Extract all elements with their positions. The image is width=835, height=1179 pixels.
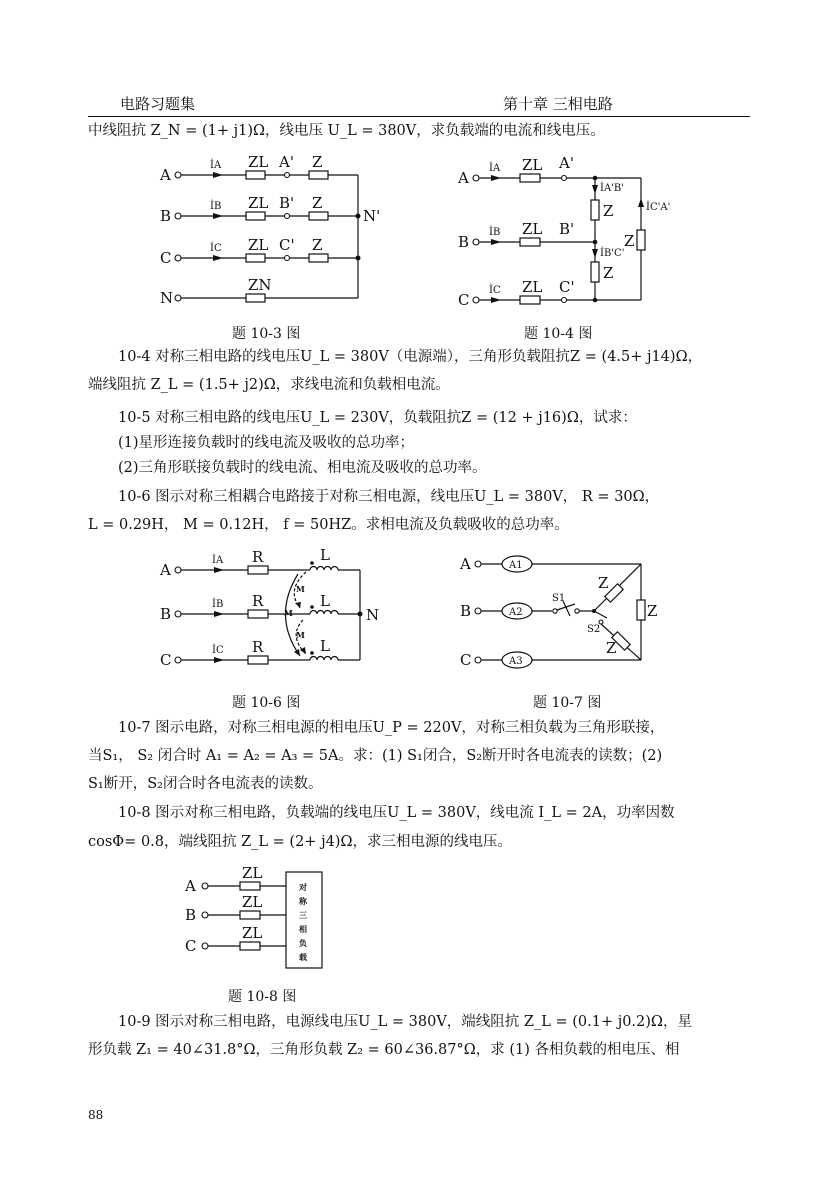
caption-10-3: 题 10-3 图 [232, 326, 301, 342]
fig3-label-n: N [160, 289, 174, 307]
header-right: 第十章 三相电路 [503, 95, 613, 113]
fig3-label-ia: İA [210, 160, 222, 171]
fig6-label-ib: İB [212, 599, 224, 610]
fig7-label-s2: S2 [587, 624, 601, 635]
fig7-z-right [637, 600, 645, 620]
fig3-z-b [309, 212, 328, 220]
figure-10-6 [160, 546, 390, 676]
fig8-load-char-5: 负 [299, 938, 307, 948]
fig3-label-bp: B' [279, 194, 295, 212]
text-10-5-c: (2)三角形联接负载时的线电流、相电流及吸收的总功率。 [118, 460, 487, 476]
fig6-r-c [248, 656, 268, 664]
fig3-label-zn: ZN [248, 276, 272, 294]
fig3-label-zl-b: ZL [248, 194, 269, 212]
text-line-1: 中线阻抗 Z_N = (1+ j1)Ω，线电压 U_L = 380V，求负载端的电流和线电压。 [88, 123, 605, 139]
text-10-4-b: 端线阻抗 Z_L = (1.5+ j2)Ω，求线电流和负载相电流。 [88, 377, 450, 393]
fig4-label-z-ab: Z [603, 202, 614, 220]
fig4-label-ia: İA [489, 163, 501, 174]
caption-10-8: 题 10-8 图 [228, 989, 297, 1005]
fig3-z-a [309, 171, 328, 179]
fig8-zl-b [240, 911, 260, 919]
header-rule [88, 116, 750, 117]
fig4-label-a: A [458, 169, 469, 187]
figure-10-7 [460, 552, 660, 678]
text-10-7-b: 当S₁， S₂ 闭合时 A₁ = A₂ = A₃ = 5A。求：(1) S₁闭合，S₂断开时各电流表的读数；(2) [88, 748, 663, 764]
fig4-label-c: C [458, 291, 470, 309]
fig8-load-char-3: 三 [299, 910, 307, 920]
fig6-label-ic: İC [212, 645, 224, 656]
fig6-label-n: N [366, 606, 380, 624]
fig8-load-char-2: 称 [299, 896, 307, 906]
fig7-label-a3: A3 [509, 656, 523, 667]
fig3-label-cp: C' [279, 236, 295, 254]
fig4-label-ibc: İB'C' [600, 248, 625, 259]
fig8-zl-c [240, 942, 260, 950]
fig6-label-ia: İA [212, 555, 224, 566]
fig6-label-m-2: M [284, 608, 293, 618]
fig3-label-np: N' [363, 207, 381, 225]
fig8-load-char-4: 相 [299, 924, 307, 934]
fig4-z-ca [637, 230, 645, 250]
fig7-label-a1: A1 [509, 560, 523, 571]
fig4-label-z-bc: Z [603, 264, 614, 282]
fig6-label-l-a: L [320, 546, 330, 564]
fig7-label-c: C [460, 651, 472, 669]
fig8-label-a: A [185, 877, 196, 895]
fig4-label-zl-a: ZL [522, 156, 543, 174]
fig6-l-c [310, 657, 338, 661]
fig8-label-b: B [185, 906, 197, 924]
fig6-r-a [248, 566, 268, 574]
fig7-label-b: B [460, 602, 472, 620]
fig4-label-bp: B' [559, 220, 575, 238]
fig7-switch-s2 [594, 611, 607, 618]
fig4-z-ab [591, 200, 599, 220]
fig6-label-m-3: M [296, 630, 305, 640]
fig4-label-zl-c: ZL [522, 278, 543, 296]
fig4-zl-b [520, 238, 540, 246]
fig4-zl-a [520, 174, 540, 182]
text-10-8-a: 10-8 图示对称三相电路，负载端的线电压U_L = 380V，线电流 I_L = 2A，功率因数 [118, 805, 675, 821]
fig3-label-ap: A' [279, 153, 294, 171]
caption-10-7: 题 10-7 图 [533, 695, 602, 711]
fig7-label-a2: A2 [509, 607, 523, 618]
fig7-label-z-lower: Z [606, 639, 617, 657]
caption-10-4: 题 10-4 图 [524, 326, 593, 342]
fig6-label-r-a: R [252, 548, 264, 566]
fig6-label-r-b: R [252, 592, 264, 610]
page-number: 88 [88, 1108, 104, 1122]
fig4-zl-c [520, 296, 540, 304]
fig3-label-z-b: Z [312, 194, 323, 212]
fig8-label-zl-c: ZL [242, 924, 263, 942]
fig6-label-l-b: L [320, 592, 330, 610]
text-10-7-a: 10-7 图示电路，对称三相电源的相电压U_P = 220V，对称三相负载为三角形联接， [118, 720, 665, 736]
fig3-label-c: C [160, 249, 172, 267]
fig6-label-r-c: R [252, 638, 264, 656]
fig8-load-char-6: 载 [299, 952, 307, 962]
fig3-label-z-a: Z [312, 153, 323, 171]
text-10-7-c: S₁断开，S₂闭合时各电流表的读数。 [88, 776, 323, 792]
fig8-load-char-1: 对 [299, 882, 307, 892]
fig8-label-zl-b: ZL [242, 893, 263, 911]
fig6-r-b [248, 610, 268, 618]
fig4-label-b: B [458, 233, 470, 251]
caption-10-6: 题 10-6 图 [232, 695, 301, 711]
fig6-label-m-1: M [296, 584, 305, 594]
figure-10-8 [185, 864, 335, 974]
fig6-l-b [310, 611, 338, 615]
fig6-label-l-c: L [320, 637, 330, 655]
fig4-label-ib: İB [489, 227, 501, 238]
fig4-label-zl-b: ZL [522, 220, 543, 238]
fig4-label-z-ca: Z [624, 232, 635, 250]
fig3-z-c [309, 254, 328, 262]
fig4-label-iab: İA'B' [600, 183, 625, 194]
fig6-l-a [310, 567, 338, 571]
fig3-zn [246, 294, 265, 302]
fig8-zl-a [240, 882, 260, 890]
fig4-label-cp: C' [559, 278, 575, 296]
text-10-4-a: 10-4 对称三相电路的线电压U_L = 380V（电源端），三角形负载阻抗Z = (4.5+ j14)Ω， [118, 349, 703, 365]
fig3-zl-b [246, 212, 265, 220]
figure-10-3 [160, 148, 380, 316]
text-10-6-a: 10-6 图示对称三相耦合电路接于对称三相电源，线电压U_L = 380V， R = 30Ω， [118, 489, 660, 505]
fig3-label-ib: İB [210, 201, 222, 212]
text-10-8-b: cosΦ= 0.8，端线阻抗 Z_L = (2+ j4)Ω，求三相电源的线电压。 [88, 834, 512, 850]
fig8-label-zl-a: ZL [242, 864, 263, 882]
text-10-5-a: 10-5 对称三相电路的线电压U_L = 230V，负载阻抗Z = (12 + j16)Ω，试求： [118, 410, 637, 426]
fig4-z-bc [591, 262, 599, 282]
text-10-5-b: (1)星形连接负载时的线电流及吸收的总功率； [118, 435, 415, 451]
fig6-label-c: C [160, 651, 172, 669]
fig3-label-b: B [160, 207, 172, 225]
fig3-label-z-c: Z [312, 236, 323, 254]
figure-10-4 [458, 148, 671, 316]
fig4-label-ica: İC'A' [646, 202, 671, 213]
fig6-label-b: B [160, 605, 172, 623]
text-10-9-b: 形负载 Z₁ = 40∠31.8°Ω，三角形负载 Z₂ = 60∠36.87°Ω，求 (1) 各相负载的相电压、相 [88, 1042, 680, 1058]
fig3-zl-c [246, 254, 265, 262]
fig6-label-a: A [160, 561, 171, 579]
text-10-6-b: L = 0.29H， M = 0.12H， f = 50HZ。求相电流及负载吸收的总功率。 [88, 517, 569, 533]
fig8-label-c: C [185, 937, 197, 955]
text-10-9-a: 10-9 图示对称三相电路，电源线电压U_L = 380V，端线阻抗 Z_L = (0.1+ j0.2)Ω，星 [118, 1014, 692, 1030]
fig3-label-zl-a: ZL [248, 153, 269, 171]
fig3-label-zl-c: ZL [248, 236, 269, 254]
header-left: 电路习题集 [120, 95, 196, 113]
fig3-label-a: A [160, 166, 171, 184]
fig7-label-z-right: Z [647, 602, 658, 620]
fig7-label-s1: S1 [552, 593, 566, 604]
fig3-label-ic: İC [210, 243, 222, 254]
fig4-label-ic: İC [489, 285, 501, 296]
fig7-label-a: A [460, 555, 471, 573]
fig3-zl-a [246, 171, 265, 179]
fig7-label-z-upper: Z [598, 574, 609, 592]
fig4-label-ap: A' [559, 154, 574, 172]
